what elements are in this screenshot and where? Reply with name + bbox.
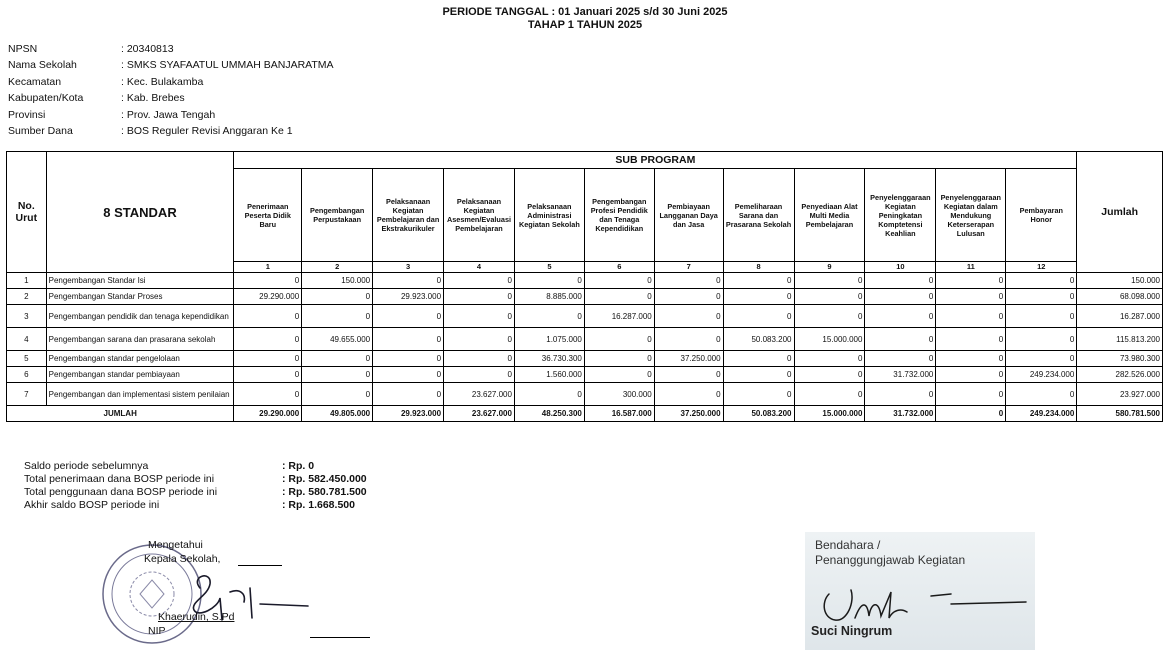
cell-value: 0 xyxy=(794,289,865,305)
cell-value: 0 xyxy=(302,383,373,406)
standar-name: Pengembangan dan implementasi sistem penilaian xyxy=(46,383,234,406)
balance-label: Total penerimaan dana BOSP periode ini xyxy=(24,473,215,485)
cell-value: 16.287.000 xyxy=(584,305,654,328)
cell-value: 0 xyxy=(1006,289,1077,305)
cell-value: 0 xyxy=(865,351,936,367)
principal-signature-block xyxy=(100,538,370,650)
info-row xyxy=(8,57,334,73)
cell-value: 0 xyxy=(936,289,1006,305)
info-row xyxy=(8,74,334,90)
cell-value: 0 xyxy=(936,328,1006,351)
row-total: 68.098.000 xyxy=(1077,289,1163,305)
balance-row xyxy=(24,486,367,499)
table-row xyxy=(7,351,1163,367)
report-header xyxy=(0,6,1170,32)
grand-total: 580.781.500 xyxy=(1077,406,1163,422)
table-row xyxy=(7,289,1163,305)
cell-value: 0 xyxy=(584,367,654,383)
row-total: 73.980.300 xyxy=(1077,351,1163,367)
cell-value: 0 xyxy=(723,273,794,289)
cell-value: 15.000.000 xyxy=(794,328,865,351)
standar-header: 8 STANDAR xyxy=(46,152,234,273)
cell-value: 0 xyxy=(654,289,723,305)
column-number: 5 xyxy=(514,262,584,273)
school-info xyxy=(8,41,334,139)
cell-value: 0 xyxy=(794,273,865,289)
balance-value: : Rp. 580.781.500 xyxy=(282,486,367,498)
cell-value: 0 xyxy=(302,367,373,383)
principal-name: Khaerudin, S.Pd xyxy=(158,611,235,623)
balance-row xyxy=(24,460,367,473)
cell-value: 0 xyxy=(584,289,654,305)
cell-value: 0 xyxy=(444,367,515,383)
total-value: 48.250.300 xyxy=(514,406,584,422)
standar-name: Pengembangan sarana dan prasarana sekolah xyxy=(46,328,234,351)
row-number: 7 xyxy=(7,383,47,406)
cell-value: 0 xyxy=(654,328,723,351)
column-number: 1 xyxy=(234,262,302,273)
cell-value: 29.923.000 xyxy=(373,289,444,305)
balance-label: Akhir saldo BOSP periode ini xyxy=(24,499,160,511)
sub-program-column-header: Pelaksanaan Kegiatan Asesmen/Evaluasi Pembelajaran xyxy=(444,169,515,262)
balance-label: Total penggunaan dana BOSP periode ini xyxy=(24,486,218,498)
standar-name: Pengembangan standar pengelolaan xyxy=(46,351,234,367)
principal-title: Kepala Sekolah, xyxy=(144,553,221,565)
treasurer-name: Suci Ningrum xyxy=(811,624,893,638)
cell-value: 0 xyxy=(514,383,584,406)
cell-value: 0 xyxy=(514,305,584,328)
cell-value: 0 xyxy=(373,383,444,406)
cell-value: 0 xyxy=(723,305,794,328)
cell-value: 0 xyxy=(723,289,794,305)
jumlah-header: Jumlah xyxy=(1077,152,1163,273)
cell-value: 0 xyxy=(1006,383,1077,406)
cell-value: 0 xyxy=(584,328,654,351)
acknowledged-label: Mengetahui xyxy=(148,539,203,551)
info-row xyxy=(8,41,334,57)
row-total: 23.927.000 xyxy=(1077,383,1163,406)
column-number: 10 xyxy=(865,262,936,273)
cell-value: 0 xyxy=(584,351,654,367)
cell-value: 0 xyxy=(373,328,444,351)
cell-value: 0 xyxy=(936,351,1006,367)
table-row xyxy=(7,273,1163,289)
sub-program-header: SUB PROGRAM xyxy=(234,152,1077,169)
total-value: 49.805.000 xyxy=(302,406,373,422)
info-label: Provinsi xyxy=(8,108,46,121)
cell-value: 0 xyxy=(234,351,302,367)
column-number: 11 xyxy=(936,262,1006,273)
column-number: 7 xyxy=(654,262,723,273)
sub-program-column-header: Pelaksanaan Administrasi Kegiatan Sekolah xyxy=(514,169,584,262)
row-number: 1 xyxy=(7,273,47,289)
total-value: 249.234.000 xyxy=(1006,406,1077,422)
row-number: 6 xyxy=(7,367,47,383)
cell-value: 0 xyxy=(654,367,723,383)
row-number: 2 xyxy=(7,289,47,305)
cell-value: 36.730.300 xyxy=(514,351,584,367)
info-value: : SMKS SYAFAATUL UMMAH BANJARATMA xyxy=(121,59,334,72)
total-value: 37.250.000 xyxy=(654,406,723,422)
info-value: : Kab. Brebes xyxy=(121,92,185,105)
column-number: 9 xyxy=(794,262,865,273)
sub-program-column-header: Penyelenggaraan Kegiatan Peningkatan Komptetensi Keahlian xyxy=(865,169,936,262)
cell-value: 0 xyxy=(373,367,444,383)
cell-value: 0 xyxy=(234,383,302,406)
standar-name: Pengembangan Standar Isi xyxy=(46,273,234,289)
column-number: 3 xyxy=(373,262,444,273)
standar-name: Pengembangan standar pembiayaan xyxy=(46,367,234,383)
cell-value: 150.000 xyxy=(302,273,373,289)
cell-value: 0 xyxy=(373,273,444,289)
cell-value: 0 xyxy=(1006,305,1077,328)
sub-program-column-header: Pembayaran Honor xyxy=(1006,169,1077,262)
cell-value: 0 xyxy=(936,383,1006,406)
cell-value: 50.083.200 xyxy=(723,328,794,351)
stage-title: TAHAP 1 TAHUN 2025 xyxy=(527,19,643,31)
sub-program-column-header: Pelaksanaan Kegiatan Pembelajaran dan Ekstrakurikuler xyxy=(373,169,444,262)
treasurer-title-line1: Bendahara / xyxy=(815,538,881,552)
cell-value: 31.732.000 xyxy=(865,367,936,383)
cell-value: 0 xyxy=(723,383,794,406)
cell-value: 37.250.000 xyxy=(654,351,723,367)
cell-value: 0 xyxy=(654,383,723,406)
info-row xyxy=(8,107,334,123)
cell-value: 0 xyxy=(794,367,865,383)
total-value: 15.000.000 xyxy=(794,406,865,422)
column-number: 8 xyxy=(723,262,794,273)
balance-value: : Rp. 582.450.000 xyxy=(282,473,367,485)
total-row xyxy=(7,406,1163,422)
cell-value: 0 xyxy=(444,305,515,328)
cell-value: 0 xyxy=(444,289,515,305)
table-row xyxy=(7,328,1163,351)
cell-value: 0 xyxy=(865,305,936,328)
sub-program-column-header: Pengembangan Perpustakaan xyxy=(302,169,373,262)
row-number: 5 xyxy=(7,351,47,367)
cell-value: 0 xyxy=(1006,351,1077,367)
standar-name: Pengembangan pendidik dan tenaga kependidikan xyxy=(46,305,234,328)
cell-value: 0 xyxy=(936,273,1006,289)
table-row xyxy=(7,383,1163,406)
cell-value: 0 xyxy=(234,305,302,328)
period-title: PERIODE TANGGAL : 01 Januari 2025 s/d 30 Juni 2025 xyxy=(442,6,728,18)
balance-label: Saldo periode sebelumnya xyxy=(24,460,149,472)
treasurer-title-line2: Penanggungjawab Kegiatan xyxy=(815,553,966,567)
cell-value: 8.885.000 xyxy=(514,289,584,305)
row-total: 16.287.000 xyxy=(1077,305,1163,328)
column-number: 6 xyxy=(584,262,654,273)
info-label: Nama Sekolah xyxy=(8,59,77,72)
principal-nip: NIP xyxy=(148,625,166,637)
cell-value: 0 xyxy=(865,289,936,305)
cell-value: 0 xyxy=(373,351,444,367)
info-value: : Prov. Jawa Tengah xyxy=(121,108,216,121)
table-row xyxy=(7,305,1163,328)
balance-value: : Rp. 0 xyxy=(282,460,315,472)
cell-value: 0 xyxy=(373,305,444,328)
standar-name: Pengembangan Standar Proses xyxy=(46,289,234,305)
cell-value: 249.234.000 xyxy=(1006,367,1077,383)
total-value: 50.083.200 xyxy=(723,406,794,422)
cell-value: 0 xyxy=(654,273,723,289)
cell-value: 49.655.000 xyxy=(302,328,373,351)
budget-table xyxy=(6,151,1163,422)
row-total: 282.526.000 xyxy=(1077,367,1163,383)
cell-value: 0 xyxy=(234,367,302,383)
row-total: 150.000 xyxy=(1077,273,1163,289)
info-label: Kecamatan xyxy=(8,75,62,88)
sub-program-column-header: Pembiayaan Langganan Daya dan Jasa xyxy=(654,169,723,262)
cell-value: 0 xyxy=(1006,328,1077,351)
row-total: 115.813.200 xyxy=(1077,328,1163,351)
cell-value: 0 xyxy=(234,273,302,289)
info-row xyxy=(8,123,334,139)
info-label: Sumber Dana xyxy=(8,124,73,137)
balance-row xyxy=(24,473,367,486)
cell-value: 0 xyxy=(234,328,302,351)
cell-value: 0 xyxy=(723,367,794,383)
sub-program-column-header: Penerimaan Peserta Didik Baru xyxy=(234,169,302,262)
treasurer-signature-block xyxy=(805,532,1035,650)
column-number: 2 xyxy=(302,262,373,273)
cell-value: 0 xyxy=(723,351,794,367)
cell-value: 29.290.000 xyxy=(234,289,302,305)
cell-value: 23.627.000 xyxy=(444,383,515,406)
cell-value: 0 xyxy=(936,367,1006,383)
cell-value: 0 xyxy=(514,273,584,289)
total-value: 31.732.000 xyxy=(865,406,936,422)
no-urut-header: No. Urut xyxy=(7,152,47,273)
balance-row xyxy=(24,499,367,512)
column-number: 4 xyxy=(444,262,515,273)
total-value: 16.587.000 xyxy=(584,406,654,422)
cell-value: 0 xyxy=(302,289,373,305)
info-label: NPSN xyxy=(8,43,38,55)
sub-program-column-header: Pengembangan Profesi Pendidik dan Tenaga Kependidikan xyxy=(584,169,654,262)
info-value: : 20340813 xyxy=(121,43,174,55)
treasurer-signature-icon xyxy=(811,572,1031,632)
cell-value: 1.560.000 xyxy=(514,367,584,383)
balance-value: : Rp. 1.668.500 xyxy=(282,499,355,511)
total-value: 23.627.000 xyxy=(444,406,515,422)
cell-value: 0 xyxy=(794,351,865,367)
info-value: : Kec. Bulakamba xyxy=(121,75,204,88)
cell-value: 0 xyxy=(654,305,723,328)
balance-summary xyxy=(24,460,367,512)
principal-nip-line xyxy=(310,637,370,638)
cell-value: 0 xyxy=(444,328,515,351)
cell-value: 0 xyxy=(444,273,515,289)
cell-value: 1.075.000 xyxy=(514,328,584,351)
info-value: : BOS Reguler Revisi Anggaran Ke 1 xyxy=(121,124,293,137)
cell-value: 0 xyxy=(584,273,654,289)
sub-program-column-header: Pemeliharaan Sarana dan Prasarana Sekolah xyxy=(723,169,794,262)
cell-value: 0 xyxy=(794,383,865,406)
cell-value: 0 xyxy=(1006,273,1077,289)
cell-value: 0 xyxy=(302,351,373,367)
cell-value: 0 xyxy=(936,305,1006,328)
cell-value: 0 xyxy=(794,305,865,328)
table-row xyxy=(7,367,1163,383)
total-value: 0 xyxy=(936,406,1006,422)
total-value: 29.290.000 xyxy=(234,406,302,422)
cell-value: 0 xyxy=(865,273,936,289)
cell-value: 0 xyxy=(302,305,373,328)
cell-value: 0 xyxy=(444,351,515,367)
sub-program-column-header: Penyediaan Alat Multi Media Pembelajaran xyxy=(794,169,865,262)
total-value: 29.923.000 xyxy=(373,406,444,422)
cell-value: 0 xyxy=(865,383,936,406)
sub-program-column-header: Penyelenggaraan Kegiatan dalam Mendukung Keterserapan Lulusan xyxy=(936,169,1006,262)
column-number: 12 xyxy=(1006,262,1077,273)
info-row xyxy=(8,90,334,106)
cell-value: 300.000 xyxy=(584,383,654,406)
total-label: JUMLAH xyxy=(7,406,234,422)
row-number: 4 xyxy=(7,328,47,351)
cell-value: 0 xyxy=(865,328,936,351)
row-number: 3 xyxy=(7,305,47,328)
info-label: Kabupaten/Kota xyxy=(8,92,84,105)
